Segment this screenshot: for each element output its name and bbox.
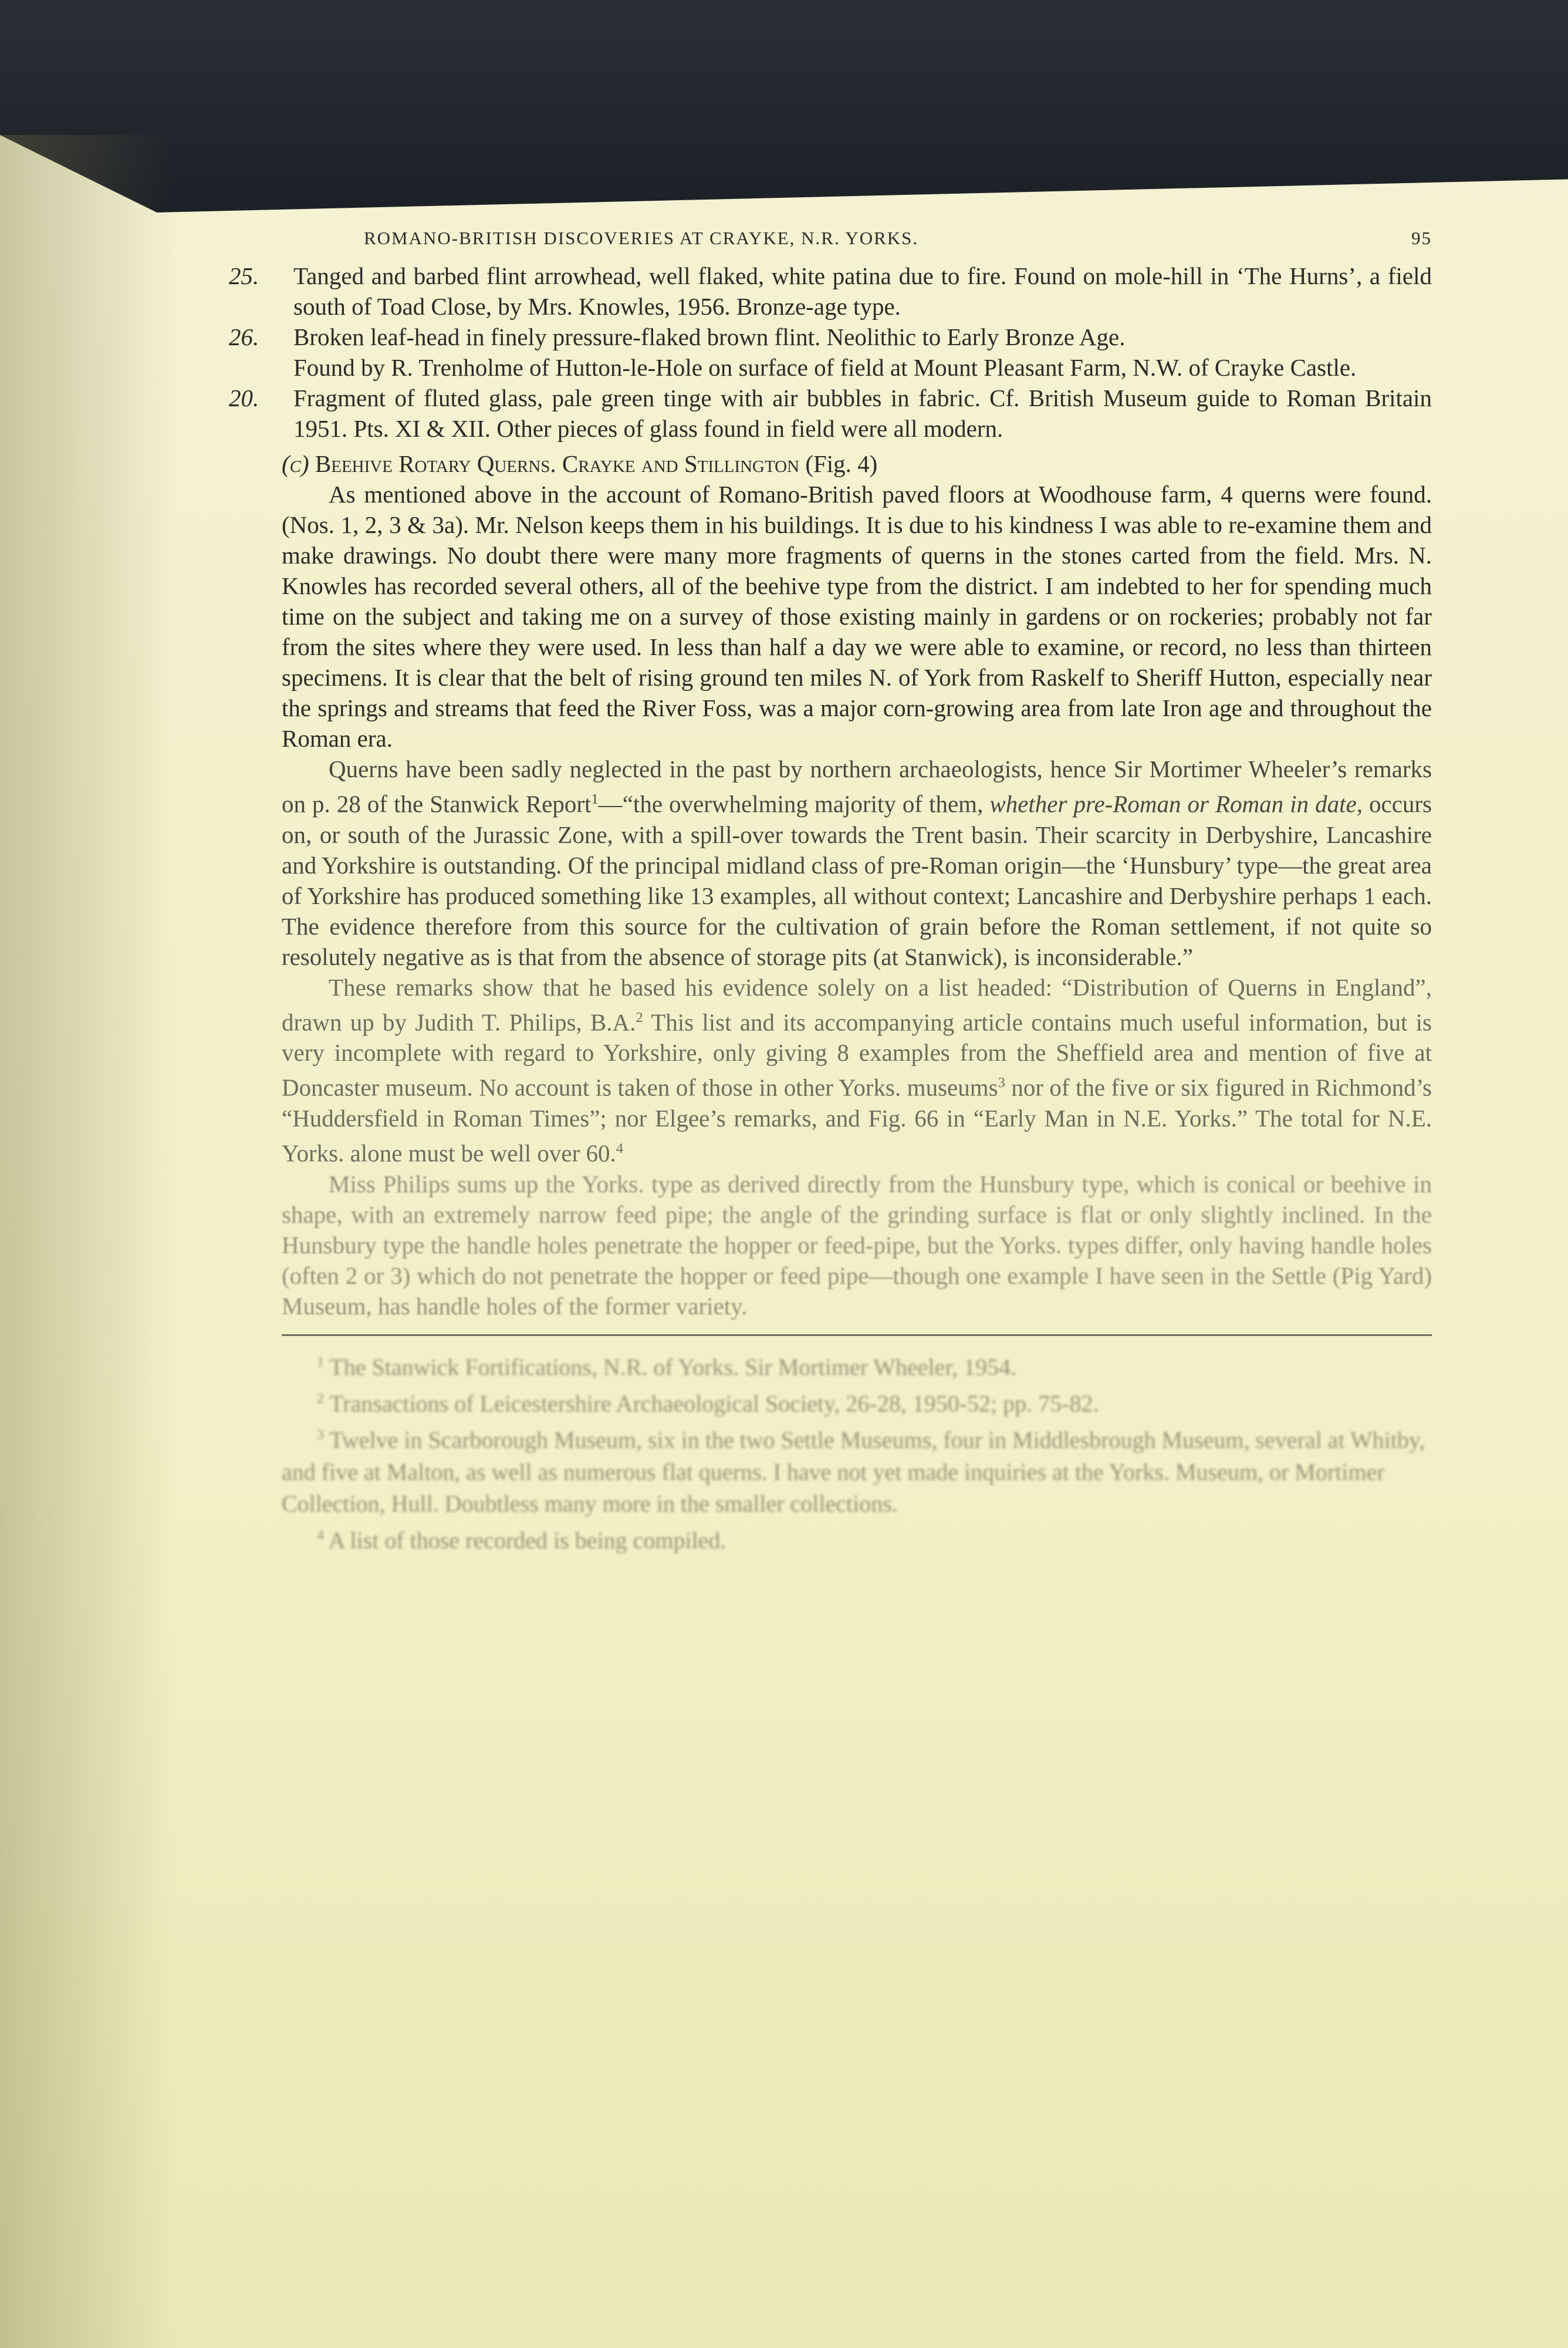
paragraph-wheeler-quote: Querns have been sadly neglected in the past by northern archaeologists, hence Sir Mortimer Wheeler’s remarks on p. 28 of the Stanwick Report$^1$—“the overwhelming majority of them, whether pre-Roman or Roman in date, occurs on, or south of the Jurassic Zone, with a spill-over towards the Trent basin. Their scarcity in Derbyshire, Lancashire and Yorkshire is outstanding. Of the principal midland class of pre-Roman origin—the ‘Hunsbury’ type—the great area of Yorkshire has produced something like 13 examples, all without context; Lancashire and Derbyshire perhaps 1 each. The evidence therefore from this source for the cultivation of grain before the Roman settlement, if not quite so resolutely negative as is that from the absence of storage pits (at Stanwick), is inconsiderable.” (282, 755, 1432, 970)
paragraph-querns-woodhouse: As mentioned above in the account of Romano-British paved floors at Woodhouse farm, 4 querns were found. (Nos. 1, 2, 3 & 3a). Mr. Nelson keeps them in his buildings. It is due to his kindness I was able to re-examine them and make drawings. No doubt there were many more fragments of querns in the stones carted from the field. Mrs. N. Knowles has recorded several others, all of the beehive type from the district. I am indebted to her for spending much time on the subject and taking me on a survey of those existing mainly in gardens or on rockeries; probably not far from the sites where they were used. In less than half a day we were able to examine, or record, no less than thirteen specimens. It is clear that the belt of rising ground ten miles N. of York from Raskelf to Sheriff Hutton, especially near the springs and streams that feed the River Foss, was a major corn-growing area from late Iron age and throughout the Roman era. (282, 481, 1432, 752)
paragraph-hunsbury-type: Miss Philips sums up the Yorks. type as derived directly from the Hunsbury type, which is conical or beehive in shape, with an extremely narrow feed pipe; the angle of the grinding surface is flat or only slightly inclined. In the Hunsbury type the handle holes penetrate the hopper or feed-pipe, but the Yorks. types differ, only having handle holes (often 2 or 3) which do not penetrate the hopper or feed pipe—though one example I have seen in the Settle (Pig Yard) Museum, has handle holes of the former variety. (282, 1170, 1432, 1320)
running-head (282, 223, 1432, 254)
footnotes (282, 1347, 1432, 1556)
section-title: Beehive Rotary Querns. Crayke and Stillington (315, 450, 800, 477)
page-text (229, 223, 1432, 1556)
section-label: (c) (282, 450, 309, 477)
entry-text: Fragment of fluted glass, pale green tinge with air bubbles in fabric. Cf. British Museum guide to Roman Britain 1951. Pts. XI & XII. Other pieces of glass found in field were all modern. (293, 384, 1432, 442)
page-gutter-shadow (0, 135, 176, 2348)
footnote: $^3$ Twelve in Scarborough Museum, six in the two Settle Museums, four in Middlesbrough Museum, several at Whitby, and five at Malton, as well as numerous flat querns. I have not yet made inquiries at the Yorks. Museum, or Mortimer Collection, Hull. Doubtless many more in the smaller collections. (282, 1426, 1425, 1517)
entry-text: Tanged and barbed flint arrowhead, well flaked, white patina due to fire. Found on mole-hill in ‘The Hurns’, a field south of Toad Close, by Mrs. Knowles, 1956. Bronze-age type. (293, 262, 1432, 320)
entry-text: Found by R. Trenholme of Hutton-le-Hole on surface of field at Mount Pleasant Farm, N.W. of Crayke Castle. (293, 354, 1357, 381)
footnote: $^1$ The Stanwick Fortifications, N.R. of Yorks. Sir Mortimer Wheeler, 1954. (317, 1353, 1017, 1380)
entry-number: 26. (229, 323, 259, 350)
footnote-ref: 4 (616, 1140, 624, 1156)
footnote-rule (282, 1334, 1432, 1336)
catalogue-entry (229, 261, 1432, 322)
footnote: $^4$ A list of those recorded is being compiled. (317, 1526, 726, 1553)
footnote-ref: 2 (636, 1009, 643, 1025)
entry-number: 20. (229, 384, 259, 411)
footnote: $^2$ Transactions of Leicestershire Archaeological Society, 26-28, 1950-52; pp. 75-82. (317, 1390, 1099, 1417)
entry-number: 25. (229, 262, 259, 289)
paragraph-philips-list: These remarks show that he based his evidence solely on a list headed: “Distribution of Querns in England”, drawn up by Judith T. Philips, B.A.$^2$ This list and its accompanying article contains much useful information, but is very incomplete with regard to Yorkshire, only giving 8 examples from the Sheffield area and mention of five at Doncaster museum. No account is taken of those in other Yorks. museums$^3$ nor of the five or six figured in Richmond’s “Huddersfield in Roman Times”; nor Elgee’s remarks, and Fig. 66 in “Early Man in N.E. Yorks.” The total for N.E. Yorks. alone must be well over 60.$^4$ (282, 973, 1432, 1167)
figure-reference: (Fig. 4) (805, 450, 878, 477)
catalogue-entry (229, 383, 1432, 444)
page-number: 95 (1411, 228, 1432, 248)
section-heading (282, 448, 1432, 479)
entry-text: Broken leaf-head in finely pressure-flaked brown flint. Neolithic to Early Bronze Age. (293, 323, 1126, 350)
footnote-ref: 1 (591, 791, 599, 807)
footnote-ref: 3 (998, 1075, 1005, 1091)
catalogue-entry (229, 322, 1432, 383)
running-head-title: ROMANO-BRITISH DISCOVERIES AT CRAYKE, N.R. YORKS. (364, 228, 919, 248)
